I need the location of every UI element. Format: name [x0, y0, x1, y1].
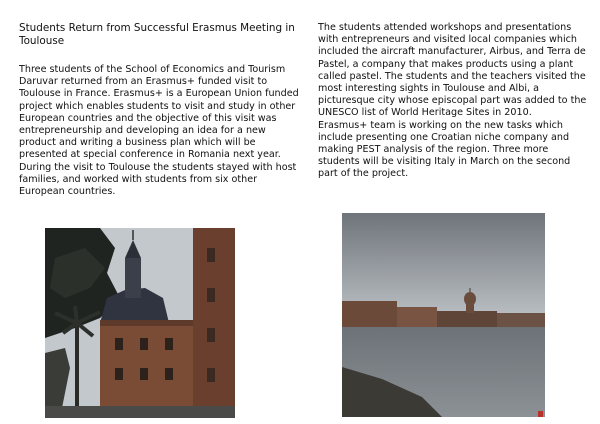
paragraph-intro: Three students of the School of Economics and Tourism Daruvar returned from an Erasmus+ funded visit to Toulouse in France. Erasmus+ is a European Union funded project which enables students to visit and study in other European countries and the objective of this visit was entrepreneurship and developing an idea for a new product and writing a business plan which will be presented at special conference in Romania next year. [19, 64, 299, 161]
article-title: Students Return from Successful Erasmus Meeting in Toulouse [19, 22, 295, 47]
photo-toulouse-tower [45, 228, 235, 418]
paragraph-workshops: The students attended workshops and presentations with entrepreneurs and visited local companies which included the aircraft manufacturer, Airbus, and Terra de Pastel, a company that makes products using a plant called pastel. The students and the teachers visited the most interesting sights in Toulouse and Albi, a picturesque city whose episcopal part was added to the UNESCO list of World Heritage Sites in 2010. [318, 22, 587, 119]
paragraph-host-families: During the visit to Toulouse the students stayed with host families, and worked with students from six other European countries. [19, 161, 297, 198]
paragraph-next-tasks: Erasmus+ team is working on the new tasks which include presenting one Croatian niche company and making PEST analysis of the region. Three more students will be visiting Italy in March on the second part of the project. [318, 119, 571, 180]
left-column [19, 22, 299, 198]
right-column [318, 22, 588, 181]
photo-toulouse-river [342, 213, 545, 417]
